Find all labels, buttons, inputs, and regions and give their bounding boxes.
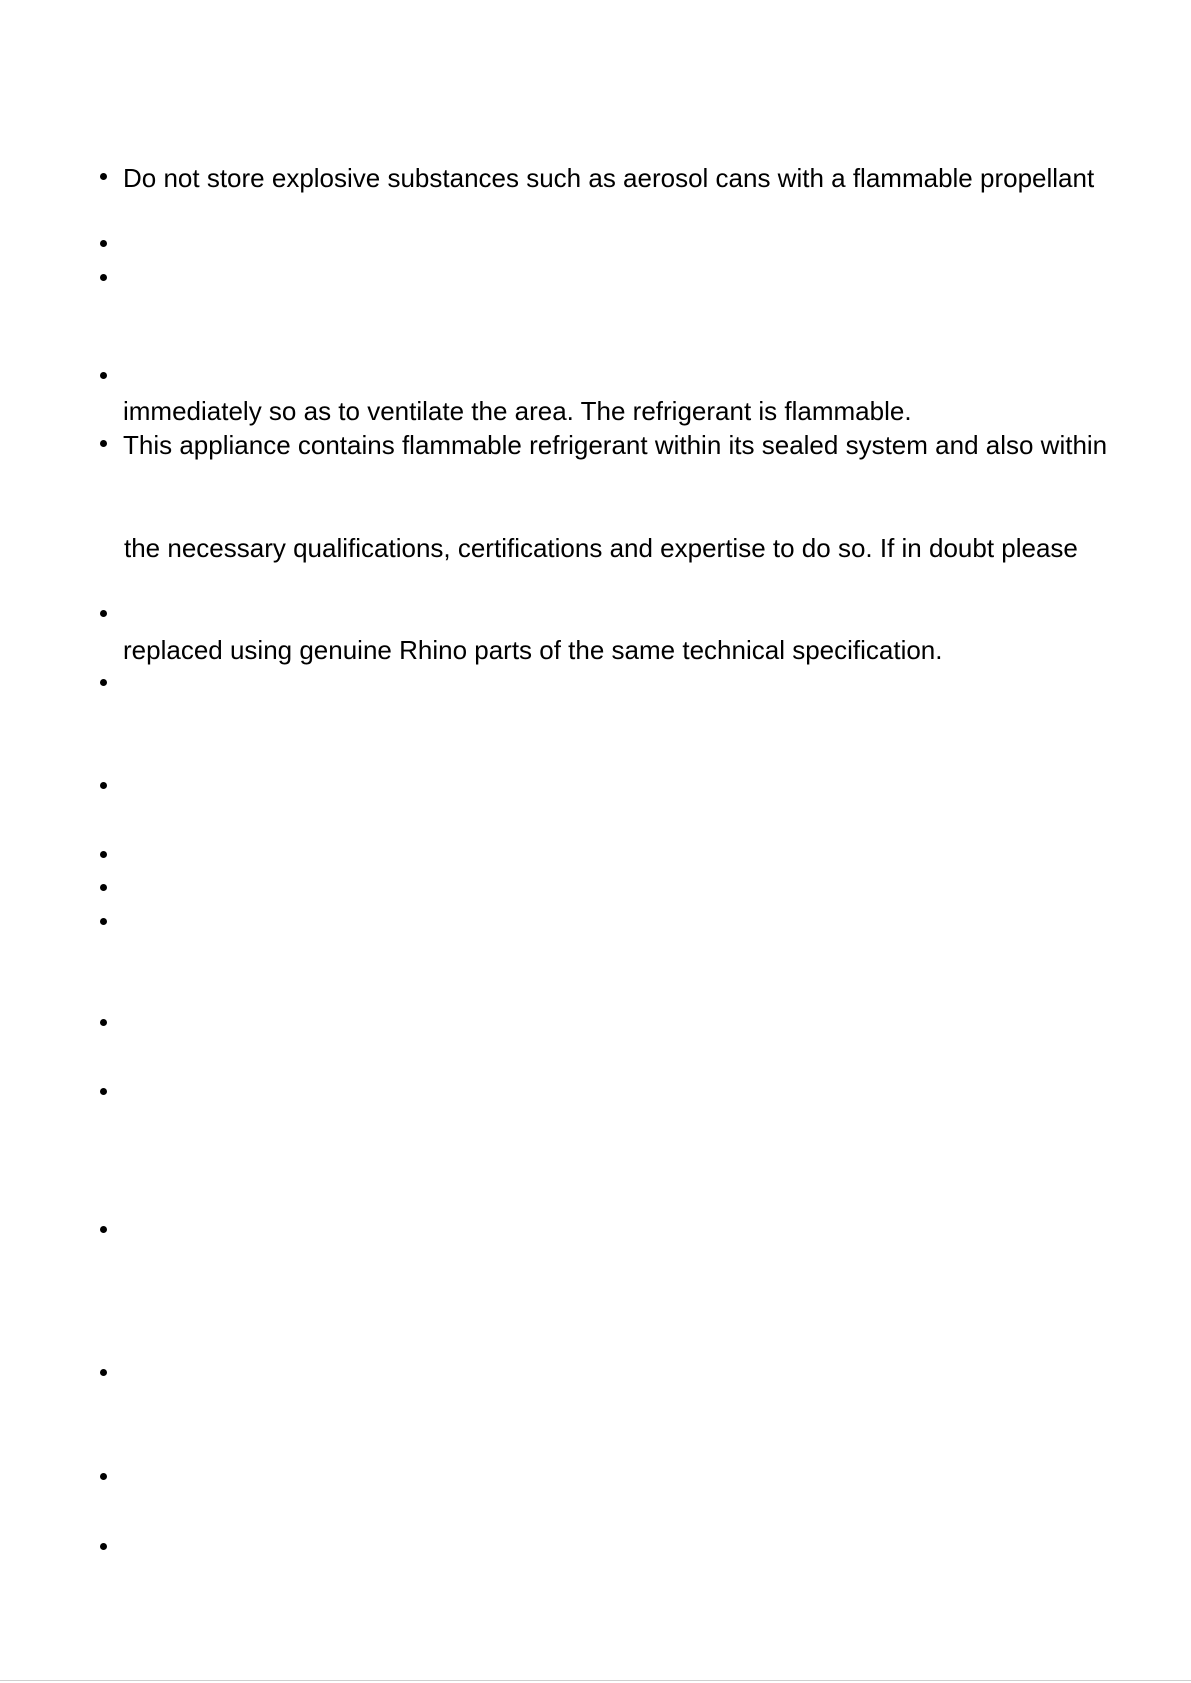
- list-item-text-aerosol-warning: Do not store explosive substances such as aerosol cans with a flammable propellant: [123, 163, 1095, 193]
- bullet: [100, 1473, 107, 1480]
- page-bottom-edge: [0, 1680, 1191, 1681]
- continuation-text-ventilate: immediately so as to ventilate the area. The refrigerant is flammable.: [123, 396, 912, 426]
- bullet: [100, 1088, 107, 1095]
- bullet: [100, 372, 107, 379]
- bullet: [100, 173, 107, 180]
- bullet: [100, 610, 107, 617]
- bullet: [100, 440, 107, 447]
- bullet: [100, 884, 107, 891]
- bullet: [100, 918, 107, 925]
- bullet: [100, 240, 107, 247]
- bullet: [100, 782, 107, 789]
- bullet: [100, 679, 107, 686]
- bullet: [100, 274, 107, 281]
- bullet: [100, 851, 107, 858]
- continuation-text-qualifications: the necessary qualifications, certifications and expertise to do so. If in doubt please: [124, 533, 1078, 563]
- bullet: [100, 1543, 107, 1550]
- bullet: [100, 1019, 107, 1026]
- continuation-text-genuine-parts: replaced using genuine Rhino parts of the same technical specification.: [123, 635, 943, 665]
- bullet: [100, 1226, 107, 1233]
- bullet: [100, 1369, 107, 1376]
- list-item-text-flammable-refrigerant: This appliance contains flammable refrigerant within its sealed system and also within: [123, 430, 1108, 460]
